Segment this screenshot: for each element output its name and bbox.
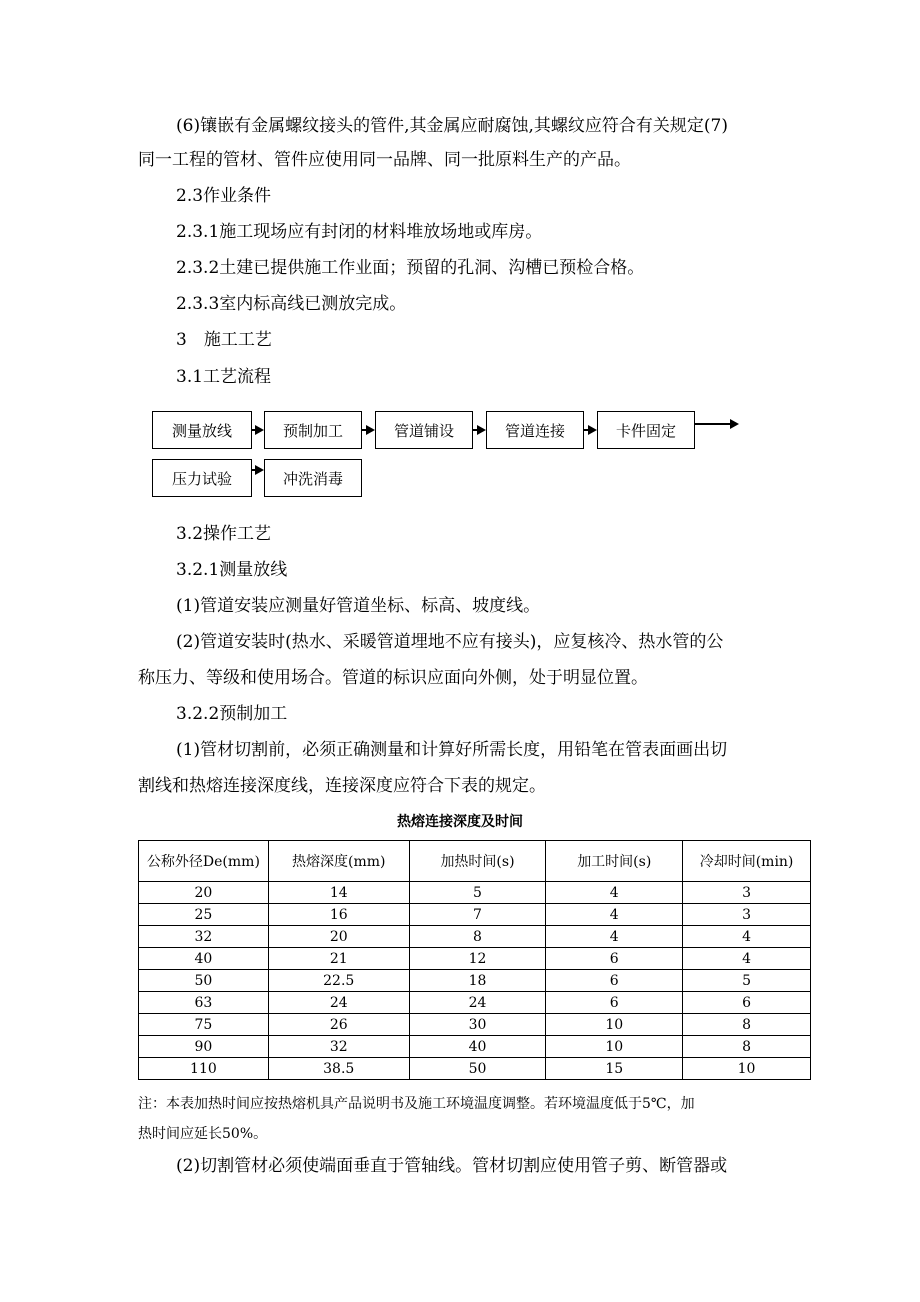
table-cell: 20 xyxy=(139,882,269,904)
column-header: 公称外径De(mm) xyxy=(139,841,269,882)
column-header: 加热时间(s) xyxy=(409,841,546,882)
paragraph-line: 2.3.2土建已提供施工作业面；预留的孔洞、沟槽已预检合格。 xyxy=(176,258,645,278)
table-cell: 8 xyxy=(683,1036,811,1058)
table-row xyxy=(139,948,811,970)
table-cell: 6 xyxy=(546,970,683,992)
fusion-depth-time-table xyxy=(138,840,811,1080)
table-row xyxy=(139,882,811,904)
flow-arrow xyxy=(252,464,264,476)
paragraph-line: (2)管道安装时(热水、采暖管道埋地不应有接头)，应复核冷、热水管的公 xyxy=(176,632,724,652)
table-row xyxy=(139,926,811,948)
table-cell: 14 xyxy=(268,882,409,904)
table-cell: 40 xyxy=(409,1036,546,1058)
flow-step-box: 压力试验 xyxy=(152,459,252,497)
section-heading: 3.2.1测量放线 xyxy=(176,560,288,580)
table-cell: 8 xyxy=(683,1014,811,1036)
table-cell: 5 xyxy=(409,882,546,904)
table-cell: 50 xyxy=(139,970,269,992)
table-cell: 8 xyxy=(409,926,546,948)
table-cell: 26 xyxy=(268,1014,409,1036)
table-cell: 25 xyxy=(139,904,269,926)
table-row xyxy=(139,1036,811,1058)
table-cell: 4 xyxy=(683,948,811,970)
table-cell: 22.5 xyxy=(268,970,409,992)
table-cell: 16 xyxy=(268,904,409,926)
section-heading: 3.2操作工艺 xyxy=(176,524,272,544)
table-cell: 6 xyxy=(546,948,683,970)
paragraph-line: (1)管道安装应测量好管道坐标、标高、坡度线。 xyxy=(176,596,541,616)
table-cell: 4 xyxy=(546,904,683,926)
section-heading: 3.2.2预制加工 xyxy=(176,704,288,724)
table-cell: 3 xyxy=(683,904,811,926)
table-cell: 10 xyxy=(546,1036,683,1058)
table-title: 热熔连接深度及时间 xyxy=(397,814,523,830)
table-cell: 50 xyxy=(409,1058,546,1080)
table-cell: 18 xyxy=(409,970,546,992)
table-cell: 20 xyxy=(268,926,409,948)
flow-arrow xyxy=(695,418,739,430)
flow-step-box: 管道铺设 xyxy=(375,411,473,449)
flow-step-box: 卡件固定 xyxy=(597,411,695,449)
table-row xyxy=(139,904,811,926)
table-cell: 7 xyxy=(409,904,546,926)
flow-step-box: 冲洗消毒 xyxy=(264,459,362,497)
paragraph-line: (2)切割管材必须使端面垂直于管轴线。管材切割应使用管子剪、断管器或 xyxy=(176,1156,728,1176)
column-header: 加工时间(s) xyxy=(546,841,683,882)
paragraph-line: 2.3.1施工现场应有封闭的材料堆放场地或库房。 xyxy=(176,222,543,242)
table-cell: 75 xyxy=(139,1014,269,1036)
table-note-line: 注：本表加热时间应按热熔机具产品说明书及施工环境温度调整。若环境温度低于5℃，加 xyxy=(138,1096,695,1112)
table-cell: 10 xyxy=(546,1014,683,1036)
section-heading: 2.3作业条件 xyxy=(176,186,272,206)
table-cell: 21 xyxy=(268,948,409,970)
paragraph-line: (6)镶嵌有金属螺纹接头的管件,其金属应耐腐蚀,其螺纹应符合有关规定(7) xyxy=(176,116,728,136)
table-cell: 24 xyxy=(268,992,409,1014)
flow-arrow xyxy=(362,424,375,436)
section-heading: 3 施工工艺 xyxy=(176,330,272,350)
table-cell: 63 xyxy=(139,992,269,1014)
table-cell: 10 xyxy=(683,1058,811,1080)
table-cell: 4 xyxy=(683,926,811,948)
table-cell: 90 xyxy=(139,1036,269,1058)
column-header: 热熔深度(mm) xyxy=(268,841,409,882)
table-cell: 15 xyxy=(546,1058,683,1080)
table-cell: 4 xyxy=(546,926,683,948)
table-row xyxy=(139,1058,811,1080)
table-cell: 24 xyxy=(409,992,546,1014)
table-cell: 3 xyxy=(683,882,811,904)
table-cell: 38.5 xyxy=(268,1058,409,1080)
paragraph-line: 同一工程的管材、管件应使用同一品牌、同一批原料生产的产品。 xyxy=(138,150,631,170)
flow-arrow xyxy=(584,424,597,436)
table-cell: 32 xyxy=(268,1036,409,1058)
flow-arrow xyxy=(473,424,486,436)
table-note-line: 热时间应延长50%。 xyxy=(138,1126,268,1142)
section-heading: 3.1工艺流程 xyxy=(176,367,272,387)
flow-step-box: 测量放线 xyxy=(152,411,252,449)
paragraph-line: (1)管材切割前，必须正确测量和计算好所需长度，用铅笔在管表面画出切 xyxy=(176,740,728,760)
flow-arrow xyxy=(252,424,264,436)
table-row xyxy=(139,1014,811,1036)
flow-step-box: 预制加工 xyxy=(264,411,362,449)
column-header: 冷却时间(min) xyxy=(683,841,811,882)
table-cell: 32 xyxy=(139,926,269,948)
table-row xyxy=(139,992,811,1014)
table-cell: 40 xyxy=(139,948,269,970)
table-header-row xyxy=(139,841,811,882)
table-cell: 30 xyxy=(409,1014,546,1036)
table-cell: 110 xyxy=(139,1058,269,1080)
paragraph-line: 2.3.3室内标高线已测放完成。 xyxy=(176,294,407,314)
table-cell: 5 xyxy=(683,970,811,992)
flow-step-box: 管道连接 xyxy=(486,411,584,449)
table-cell: 12 xyxy=(409,948,546,970)
table-cell: 6 xyxy=(546,992,683,1014)
table-cell: 6 xyxy=(683,992,811,1014)
paragraph-line: 割线和热熔连接深度线，连接深度应符合下表的规定。 xyxy=(138,776,546,796)
paragraph-line: 称压力、等级和使用场合。管道的标识应面向外侧，处于明显位置。 xyxy=(138,668,648,688)
table-cell: 4 xyxy=(546,882,683,904)
table-row xyxy=(139,970,811,992)
